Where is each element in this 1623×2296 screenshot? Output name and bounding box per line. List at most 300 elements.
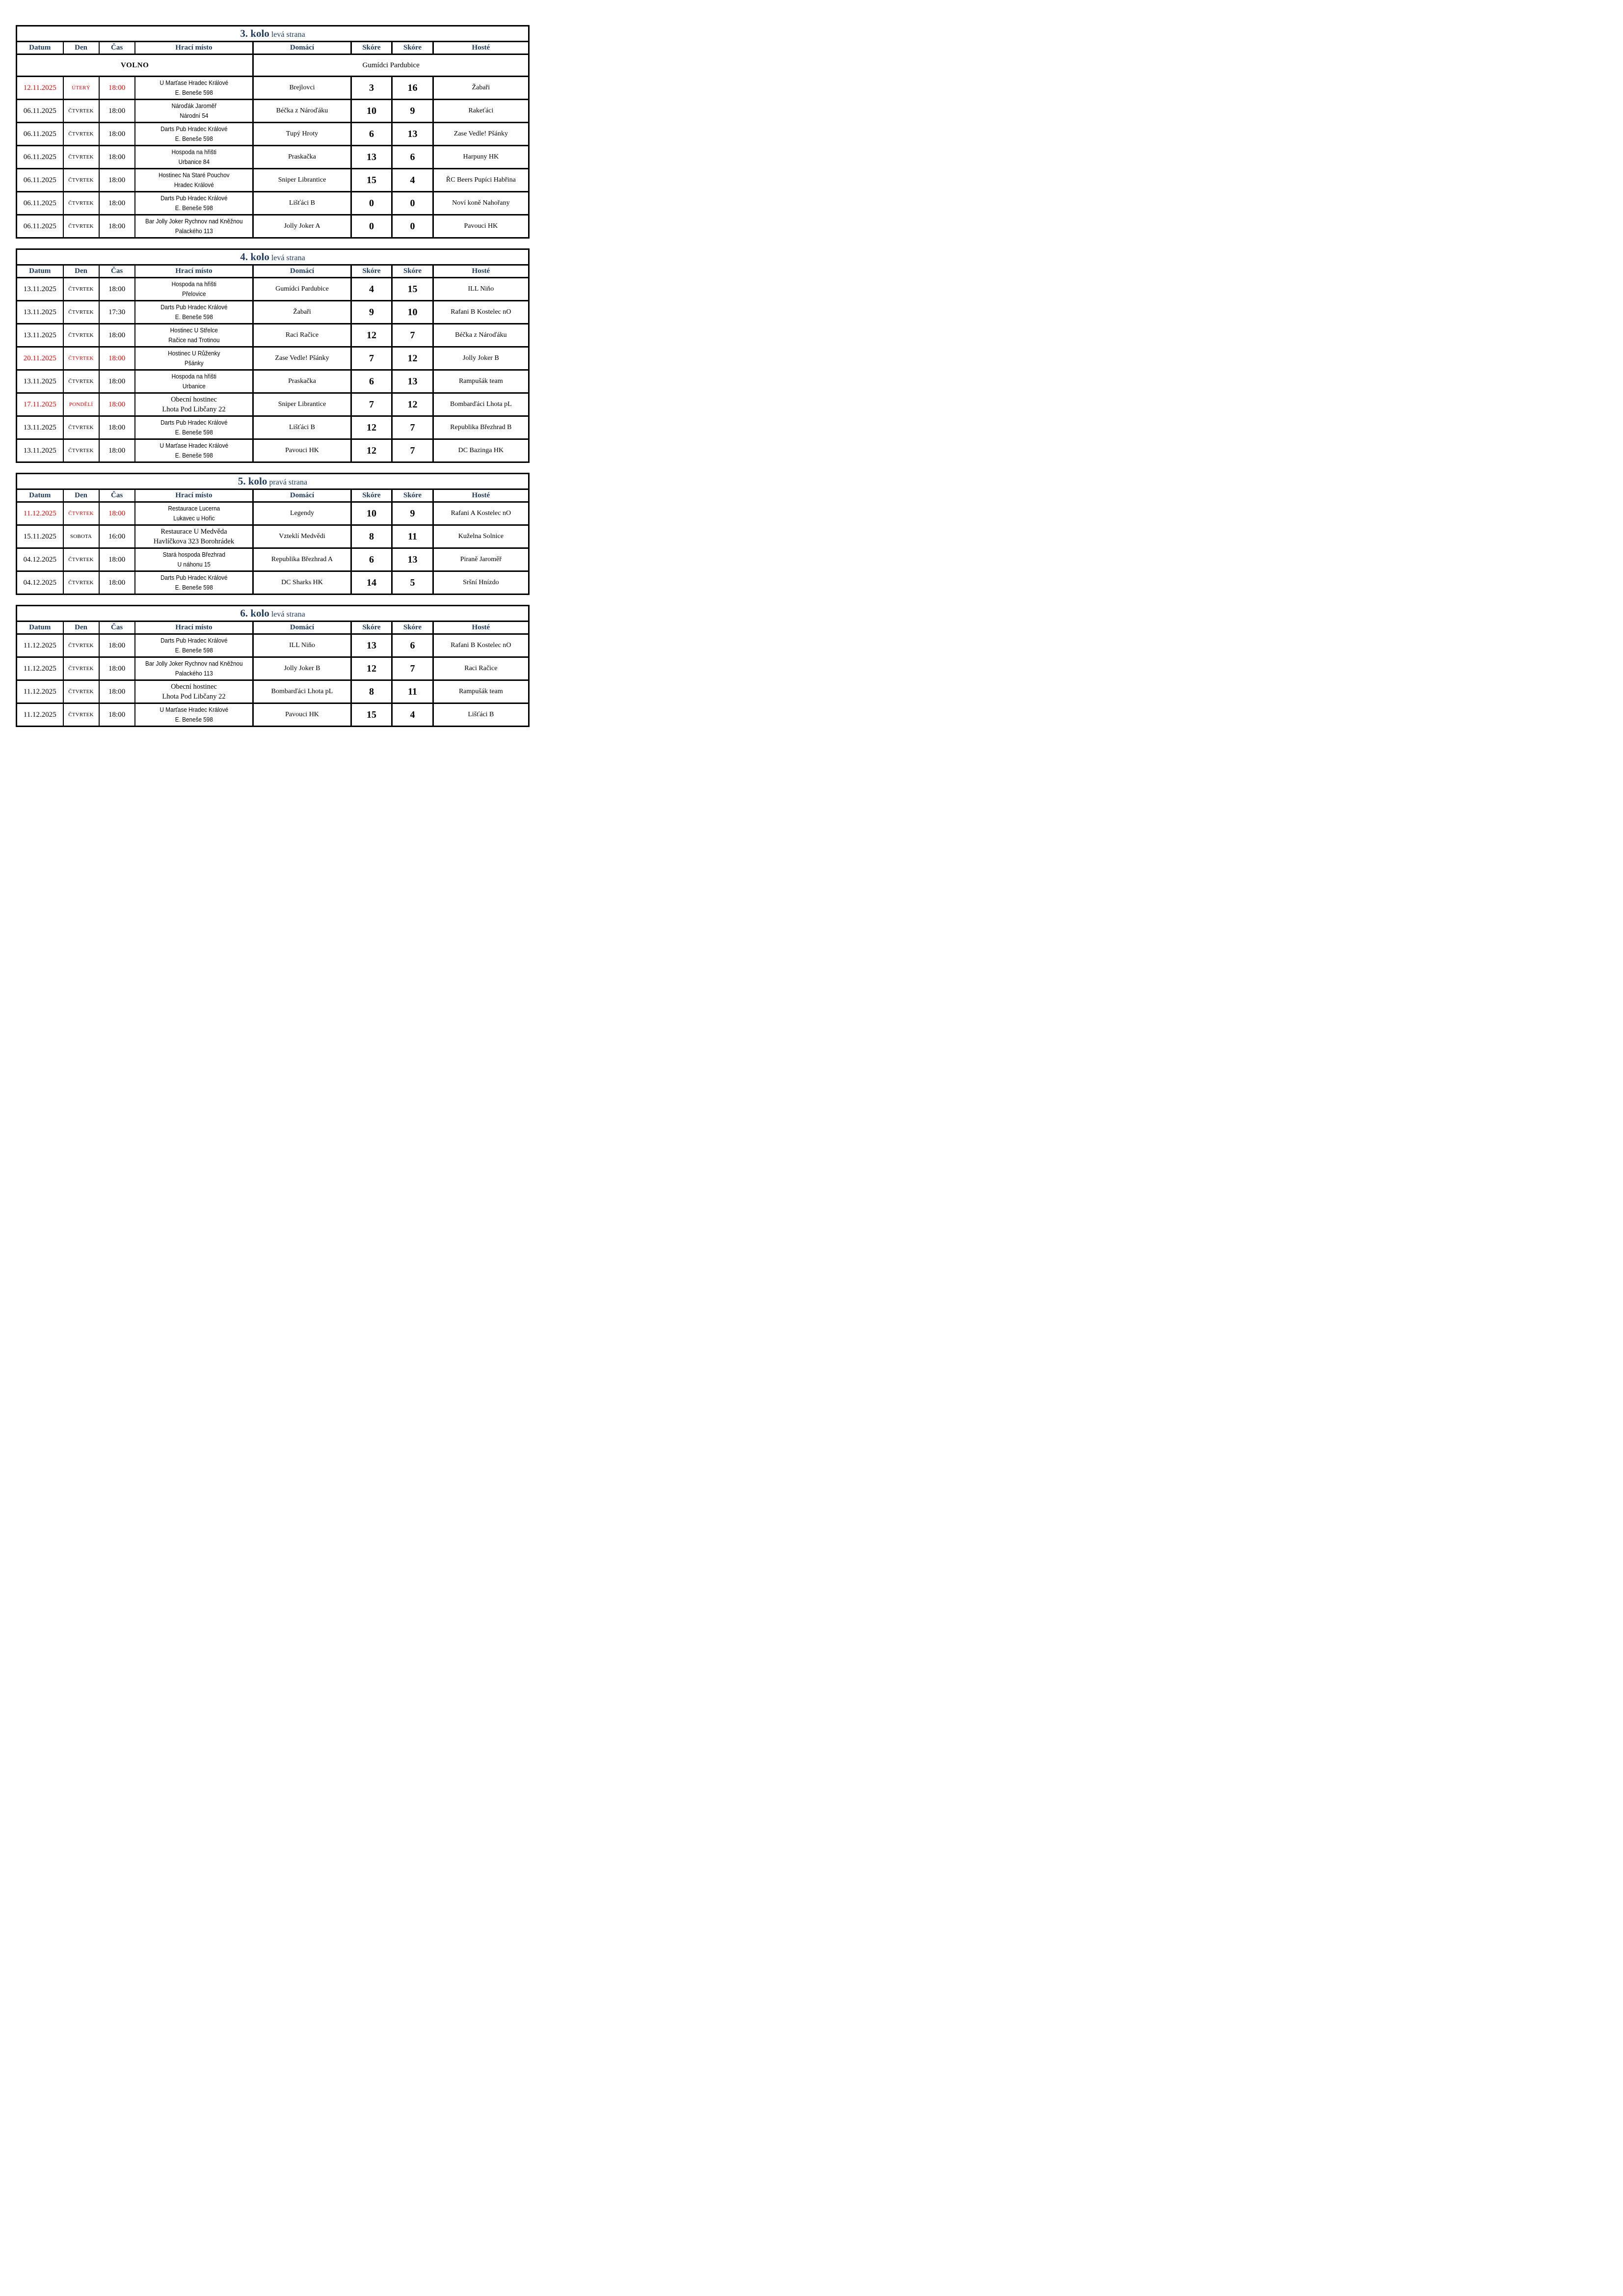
venue-line1: Darts Pub Hradec Králové [160,419,228,426]
match-row [17,416,529,439]
date-cell: 13.11.2025 [17,370,63,393]
column-header: Domácí [253,621,351,634]
time-cell: 18:00 [99,502,135,525]
home-score-cell: 10 [351,502,392,525]
match-row [17,634,529,657]
time-cell: 18:00 [99,278,135,301]
venue-cell [135,502,253,525]
venue-text [136,395,252,414]
away-score-cell: 9 [392,100,433,123]
match-row [17,324,529,347]
venue-line1: Hostinec Na Staré Pouchov [158,172,230,179]
table-title-side: pravá strana [269,478,308,486]
venue-text [140,636,248,655]
home-score-cell: 0 [351,215,392,238]
day-cell: ČTVRTEK [63,192,99,215]
away-score-cell: 13 [392,123,433,146]
date-cell: 11.12.2025 [17,657,63,680]
home-team-cell: Jolly Joker A [253,215,351,238]
date-cell: 06.11.2025 [17,215,63,238]
time-cell: 18:00 [99,169,135,192]
round-table [16,605,530,727]
column-header: Skóre [351,42,392,54]
venue-line2: Lhota Pod Libčany 22 [162,693,226,701]
venue-line1: Darts Pub Hradec Králové [160,637,228,644]
date-cell: 11.12.2025 [17,634,63,657]
home-score-cell: 12 [351,324,392,347]
venue-line2: Lhota Pod Libčany 22 [162,405,226,413]
venue-text [140,349,248,368]
date-cell: 11.12.2025 [17,703,63,727]
day-cell: ČTVRTEK [63,634,99,657]
venue-text [140,302,248,322]
away-score-cell: 7 [392,657,433,680]
home-team-cell: Praskačka [253,370,351,393]
time-cell: 18:00 [99,703,135,727]
venue-line2: E. Beneše 598 [175,89,213,96]
away-team-cell: Rampušák team [433,370,529,393]
column-header-row [17,265,529,278]
time-cell: 16:00 [99,525,135,548]
column-header: Skóre [392,489,433,502]
column-header: Hrací místo [135,489,253,502]
venue-line2: E. Beneše 598 [175,452,213,459]
away-score-cell: 7 [392,324,433,347]
home-team-cell: Brejlovci [253,77,351,100]
venue-line1: Hospoda na hřišti [171,281,216,288]
table-body [17,278,529,462]
venue-cell [135,77,253,100]
date-cell: 13.11.2025 [17,278,63,301]
date-cell: 06.11.2025 [17,123,63,146]
column-header: Čas [99,489,135,502]
home-score-cell: 13 [351,634,392,657]
table-title-side: levá strana [271,610,305,619]
home-score-cell: 8 [351,525,392,548]
column-header: Datum [17,489,63,502]
column-header: Datum [17,42,63,54]
venue-line1: Restaurace Lucerna [168,505,220,512]
venue-line1: Darts Pub Hradec Králové [160,574,228,581]
table-body [17,502,529,594]
home-score-cell: 13 [351,146,392,169]
column-header: Den [63,489,99,502]
match-row [17,347,529,370]
venue-cell [135,634,253,657]
date-cell: 11.12.2025 [17,502,63,525]
home-team-cell: Republika Březhrad A [253,548,351,571]
column-header: Skóre [392,42,433,54]
venue-text [140,325,248,345]
match-row [17,370,529,393]
home-score-cell: 14 [351,571,392,594]
day-cell: ČTVRTEK [63,439,99,462]
away-team-cell: Noví koně Nahořany [433,192,529,215]
day-cell: ČTVRTEK [63,347,99,370]
home-score-cell: 6 [351,123,392,146]
away-team-cell: Raci Račice [433,657,529,680]
round-table [16,248,530,463]
column-header: Skóre [351,265,392,278]
away-score-cell: 4 [392,169,433,192]
venue-line2: Přelovice [182,291,206,297]
column-header: Den [63,42,99,54]
home-score-cell: 10 [351,100,392,123]
table-title [17,249,529,265]
venue-cell [135,192,253,215]
time-cell: 18:00 [99,370,135,393]
day-cell: ČTVRTEK [63,657,99,680]
venue-cell [135,416,253,439]
column-header: Skóre [351,489,392,502]
home-score-cell: 12 [351,439,392,462]
day-cell: ČTVRTEK [63,146,99,169]
venue-text [140,573,248,593]
table-title-side: levá strana [271,30,305,39]
away-team-cell: Rafani B Kostelec nO [433,634,529,657]
home-team-cell: Sniper Librantice [253,393,351,416]
time-cell: 18:00 [99,77,135,100]
time-cell: 18:00 [99,192,135,215]
match-row [17,100,529,123]
venue-line1: Hostinec U Střelce [170,327,218,334]
home-team-cell: Bombarďáci Lhota pL [253,680,351,703]
away-team-cell: Lišťáci B [433,703,529,727]
venue-text [140,216,248,236]
venue-line1: Hospoda na hřišti [171,373,216,380]
venue-line1: Obecní hostinec [171,683,217,691]
time-cell: 18:00 [99,416,135,439]
date-cell: 06.11.2025 [17,146,63,169]
time-cell: 18:00 [99,634,135,657]
bye-row [17,54,529,77]
away-score-cell: 6 [392,146,433,169]
venue-line2: Račice nad Trotinou [168,337,220,344]
venue-cell [135,278,253,301]
venue-cell [135,347,253,370]
match-row [17,525,529,548]
column-header: Skóre [351,621,392,634]
venue-cell [135,123,253,146]
column-header: Domácí [253,265,351,278]
day-cell: ČTVRTEK [63,502,99,525]
venue-text [140,705,248,725]
time-cell: 18:00 [99,146,135,169]
home-score-cell: 15 [351,169,392,192]
table-title-row [17,249,529,265]
home-team-cell: Pavouci HK [253,439,351,462]
venue-line2: Urbanice [182,383,206,390]
home-team-cell: Gumídci Pardubice [253,278,351,301]
away-team-cell: Harpuny HK [433,146,529,169]
match-row [17,703,529,727]
away-score-cell: 9 [392,502,433,525]
bye-team-cell: Gumídci Pardubice [253,54,529,77]
column-header: Hrací místo [135,621,253,634]
match-row [17,680,529,703]
match-row [17,192,529,215]
venue-line1: Hospoda na hřišti [171,149,216,156]
home-team-cell: Legendy [253,502,351,525]
match-row [17,215,529,238]
venue-text [140,418,248,437]
venue-line1: Obecní hostinec [171,396,217,404]
day-cell: ČTVRTEK [63,416,99,439]
venue-cell [135,324,253,347]
date-cell: 20.11.2025 [17,347,63,370]
home-score-cell: 12 [351,416,392,439]
venue-line2: Pšánky [184,360,204,367]
venue-cell [135,548,253,571]
time-cell: 18:00 [99,657,135,680]
table-title-round: 5. kolo [238,475,267,487]
away-score-cell: 12 [392,347,433,370]
date-cell: 11.12.2025 [17,680,63,703]
bye-label-cell: VOLNO [17,54,253,77]
day-cell: ČTVRTEK [63,169,99,192]
venue-line1: U Marťase Hradec Králové [160,706,228,713]
round-table [16,25,530,239]
match-row [17,169,529,192]
match-row [17,657,529,680]
venue-cell [135,657,253,680]
venue-cell [135,146,253,169]
day-cell: SOBOTA [63,525,99,548]
time-cell: 18:00 [99,324,135,347]
venue-line1: Bar Jolly Joker Rychnov nad Kněžnou [145,218,243,225]
home-score-cell: 6 [351,370,392,393]
column-header: Den [63,265,99,278]
venue-line1: Darts Pub Hradec Králové [160,126,228,133]
venue-text [140,124,248,144]
schedule-page [0,0,541,796]
venue-line1: Darts Pub Hradec Králové [160,195,228,202]
home-team-cell: Béčka z Nároďáku [253,100,351,123]
match-row [17,77,529,100]
venue-line1: Restaurace U Medvěda [160,528,227,536]
column-header: Čas [99,621,135,634]
time-cell: 18:00 [99,548,135,571]
table-title [17,474,529,489]
venue-line2: E. Beneše 598 [175,647,213,654]
column-header: Datum [17,265,63,278]
time-cell: 17:30 [99,301,135,324]
home-score-cell: 8 [351,680,392,703]
table-title-round: 6. kolo [240,607,269,619]
match-row [17,393,529,416]
column-header: Den [63,621,99,634]
column-header: Hosté [433,621,529,634]
home-score-cell: 7 [351,347,392,370]
time-cell: 18:00 [99,100,135,123]
venue-line1: Hostinec U Růženky [167,350,220,357]
column-header-row [17,489,529,502]
venue-line2: Palackého 113 [175,228,213,235]
date-cell: 13.11.2025 [17,439,63,462]
venue-line1: Darts Pub Hradec Králové [160,304,228,311]
date-cell: 13.11.2025 [17,301,63,324]
away-team-cell: Republika Březhrad B [433,416,529,439]
away-team-cell: ŘC Beers Pupíci Habřina [433,169,529,192]
column-header: Čas [99,42,135,54]
day-cell: ČTVRTEK [63,123,99,146]
venue-cell [135,169,253,192]
table-title-row [17,474,529,489]
venue-text [140,504,248,523]
time-cell: 18:00 [99,680,135,703]
away-team-cell: Jolly Joker B [433,347,529,370]
venue-text [136,682,252,702]
away-score-cell: 11 [392,525,433,548]
date-cell: 04.12.2025 [17,571,63,594]
home-score-cell: 0 [351,192,392,215]
venue-text [136,527,252,546]
away-score-cell: 7 [392,439,433,462]
away-team-cell: Rampušák team [433,680,529,703]
venue-cell [135,393,253,416]
column-header-row [17,42,529,54]
table-title-row [17,26,529,42]
away-score-cell: 4 [392,703,433,727]
away-team-cell: Rakeťáci [433,100,529,123]
away-score-cell: 5 [392,571,433,594]
column-header: Skóre [392,265,433,278]
venue-line2: Palackého 113 [175,670,213,677]
date-cell: 13.11.2025 [17,416,63,439]
home-score-cell: 15 [351,703,392,727]
venue-line1: Bar Jolly Joker Rychnov nad Kněžnou [145,660,243,667]
venue-line2: E. Beneše 598 [175,205,213,212]
home-score-cell: 9 [351,301,392,324]
date-cell: 12.11.2025 [17,77,63,100]
away-team-cell: Rafani B Kostelec nO [433,301,529,324]
venue-line2: E. Beneše 598 [175,429,213,436]
match-row [17,278,529,301]
home-team-cell: Jolly Joker B [253,657,351,680]
venue-line2: Lukavec u Hořic [173,515,215,522]
venue-line2: Urbanice 84 [178,159,210,165]
match-row [17,502,529,525]
home-team-cell: Vzteklí Medvědi [253,525,351,548]
venue-cell [135,525,253,548]
venue-line1: U Marťase Hradec Králové [160,442,228,449]
home-team-cell: Sniper Librantice [253,169,351,192]
day-cell: ČTVRTEK [63,571,99,594]
day-cell: ČTVRTEK [63,278,99,301]
venue-line2: U náhonu 15 [177,561,211,568]
home-score-cell: 4 [351,278,392,301]
venue-line1: Stará hospoda Březhrad [162,551,225,558]
venue-cell [135,215,253,238]
venue-line2: Havlíčkova 323 Borohrádek [153,538,235,545]
match-row [17,146,529,169]
time-cell: 18:00 [99,123,135,146]
away-score-cell: 7 [392,416,433,439]
away-team-cell: ILL Niňo [433,278,529,301]
column-header: Datum [17,621,63,634]
away-score-cell: 15 [392,278,433,301]
match-row [17,301,529,324]
column-header-row [17,621,529,634]
column-header: Hrací místo [135,265,253,278]
away-score-cell: 11 [392,680,433,703]
time-cell: 18:00 [99,571,135,594]
tables-container [16,25,541,727]
home-score-cell: 7 [351,393,392,416]
away-team-cell: Piraně Jaroměř [433,548,529,571]
day-cell: ČTVRTEK [63,215,99,238]
time-cell: 18:00 [99,347,135,370]
venue-text [140,147,248,167]
column-header: Hosté [433,265,529,278]
day-cell: PONDĚLÍ [63,393,99,416]
home-team-cell: Žabaři [253,301,351,324]
table-title [17,606,529,621]
match-row [17,571,529,594]
venue-line2: E. Beneše 598 [175,314,213,321]
away-score-cell: 13 [392,370,433,393]
venue-text [140,170,248,190]
away-score-cell: 0 [392,215,433,238]
venue-cell [135,370,253,393]
away-team-cell: Zase Vedle! Pšánky [433,123,529,146]
time-cell: 18:00 [99,215,135,238]
match-row [17,439,529,462]
date-cell: 15.11.2025 [17,525,63,548]
table-title-round: 3. kolo [240,27,269,39]
venue-cell [135,680,253,703]
date-cell: 04.12.2025 [17,548,63,571]
venue-line2: E. Beneše 598 [175,584,213,591]
venue-cell [135,571,253,594]
day-cell: ČTVRTEK [63,680,99,703]
venue-text [140,441,248,460]
home-team-cell: Lišťáci B [253,416,351,439]
match-row [17,548,529,571]
day-cell: ČTVRTEK [63,301,99,324]
venue-text [140,101,248,121]
away-team-cell: Pavouci HK [433,215,529,238]
venue-cell [135,439,253,462]
column-header: Hosté [433,42,529,54]
match-row [17,123,529,146]
venue-cell [135,301,253,324]
away-score-cell: 16 [392,77,433,100]
day-cell: ČTVRTEK [63,703,99,727]
away-team-cell: Rafani A Kostelec nO [433,502,529,525]
home-team-cell: Raci Račice [253,324,351,347]
away-team-cell: Béčka z Nároďáku [433,324,529,347]
column-header: Hosté [433,489,529,502]
home-team-cell: Lišťáci B [253,192,351,215]
home-team-cell: Zase Vedle! Pšánky [253,347,351,370]
home-team-cell: Pavouci HK [253,703,351,727]
venue-text [140,193,248,213]
venue-text [140,78,248,98]
away-team-cell: DC Bazinga HK [433,439,529,462]
table-body [17,54,529,238]
date-cell: 13.11.2025 [17,324,63,347]
column-header: Hrací místo [135,42,253,54]
away-team-cell: Bombarďáci Lhota pL [433,393,529,416]
venue-cell [135,703,253,727]
day-cell: ČTVRTEK [63,370,99,393]
date-cell: 06.11.2025 [17,192,63,215]
away-score-cell: 10 [392,301,433,324]
home-score-cell: 3 [351,77,392,100]
home-score-cell: 12 [351,657,392,680]
day-cell: ČTVRTEK [63,324,99,347]
